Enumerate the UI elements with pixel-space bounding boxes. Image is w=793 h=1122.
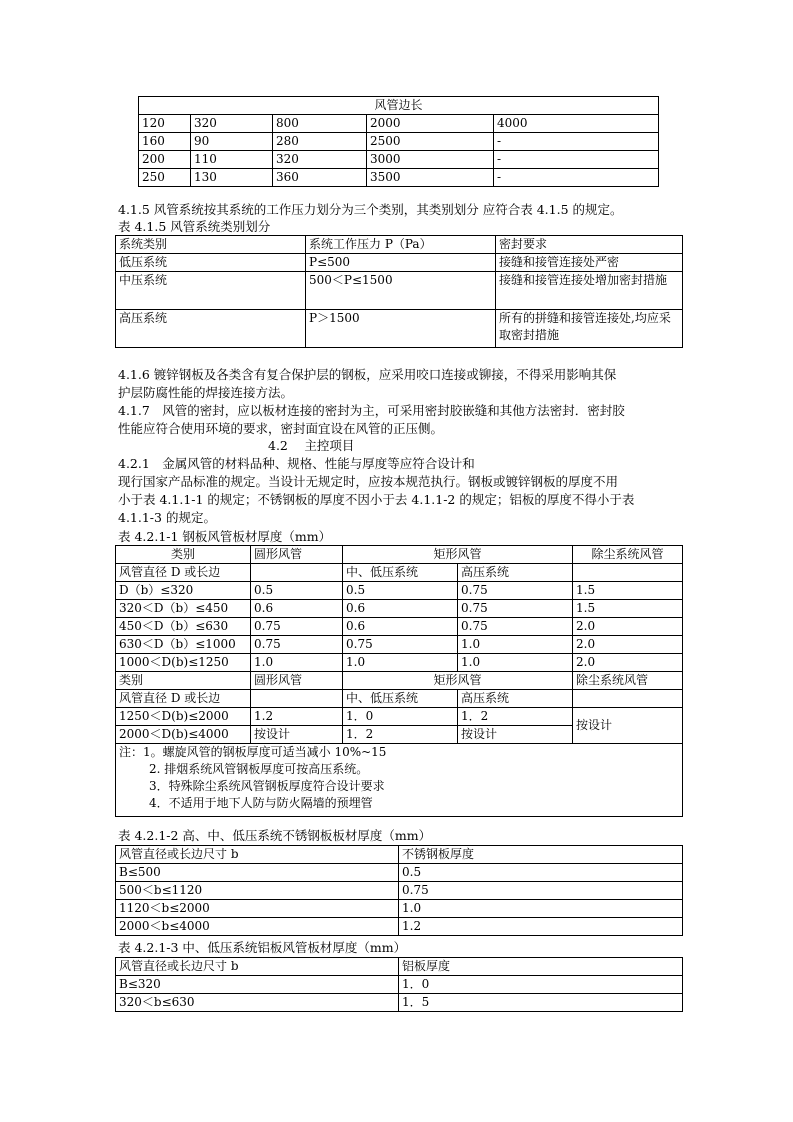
table-header-cell: 高压系统 — [458, 690, 573, 708]
table-cell: 1250＜D(b)≤2000 — [116, 708, 251, 726]
table-cell: 2500 — [367, 133, 494, 151]
table-row — [116, 654, 683, 672]
table-cell — [573, 564, 683, 582]
table-header-cell: 密封要求 — [496, 236, 683, 254]
table-cell: 1．5 — [399, 994, 683, 1012]
note-line: 2. 排烟系统风管钢板厚度可按高压系统。 — [149, 762, 369, 776]
table-header-cell: 风管边长 — [139, 97, 659, 115]
table-cell: 630＜D（b）≤1000 — [116, 636, 251, 654]
table-row — [116, 882, 683, 900]
table-cell: B≤500 — [116, 864, 399, 882]
table-note-row — [116, 744, 683, 817]
table-cell: 0.6 — [343, 600, 458, 618]
table-header-cell: 系统工作压力 P（Pa） — [306, 236, 496, 254]
steel-duct-thickness-table — [115, 545, 683, 817]
table-cell: 低压系统 — [116, 254, 306, 272]
table-header-cell: 铝板厚度 — [399, 958, 683, 976]
table-cell: 800 — [273, 115, 367, 133]
table-cell: 500＜P≤1500 — [306, 272, 496, 310]
table-header-cell: 矩形风管 — [343, 546, 573, 564]
note-line: 3．特殊除尘系统风管钢板厚度符合设计要求 — [149, 779, 385, 793]
table-cell: 所有的拼缝和接管连接处,均应采取密封措施 — [496, 310, 683, 348]
section-heading-4-2: 4.2 主控项目 — [268, 438, 355, 453]
table-cell: 280 — [273, 133, 367, 151]
table-cell: P＞1500 — [306, 310, 496, 348]
table-cell: 320＜b≤630 — [116, 994, 399, 1012]
table-header-cell: 中、低压系统 — [343, 690, 458, 708]
table-cell: 1．0 — [343, 708, 458, 726]
table-cell: 0.6 — [251, 600, 343, 618]
table-row — [116, 864, 683, 882]
table-header-cell: 类别 — [116, 546, 251, 564]
table-cell: 200 — [139, 151, 191, 169]
table-header-cell: 矩形风管 — [343, 672, 573, 690]
table-header-row — [116, 846, 683, 864]
table-header-cell: 除尘系统风管 — [573, 672, 683, 690]
table-cell: 0.5 — [399, 864, 683, 882]
table-row — [116, 272, 683, 310]
table-cell: 450＜D（b）≤630 — [116, 618, 251, 636]
table-cell: 1000＜D(b)≤1250 — [116, 654, 251, 672]
table-cell: 2000 — [367, 115, 494, 133]
table-header-row — [139, 97, 659, 115]
table-cell: 0.75 — [251, 636, 343, 654]
table-cell: D（b）≤320 — [116, 582, 251, 600]
table-cell: 500＜b≤1120 — [116, 882, 399, 900]
table-cell: 1.0 — [458, 654, 573, 672]
table-cell: 250 — [139, 169, 191, 187]
paragraph-4-2-1-cont3: 4.1.1-3 的规定。 — [118, 510, 216, 525]
table-cell: 0.75 — [458, 582, 573, 600]
table-header-cell: 圆形风管 — [251, 672, 343, 690]
table-cell: 3000 — [367, 151, 494, 169]
table-row — [116, 708, 683, 726]
table-cell: 0.5 — [251, 582, 343, 600]
table-4-2-1-1-caption: 表 4.2.1-1 钢板风管板材厚度（mm） — [118, 529, 332, 544]
table-cell: 高压系统 — [116, 310, 306, 348]
table-cell: 按设计 — [573, 708, 683, 744]
table-cell: 1.0 — [343, 654, 458, 672]
table-cell: 1.5 — [573, 582, 683, 600]
table-cell: 0.75 — [399, 882, 683, 900]
table-cell: 0.75 — [251, 618, 343, 636]
table-row — [116, 310, 683, 348]
table-cell: 接缝和接管连接处严密 — [496, 254, 683, 272]
table-header-cell: 类别 — [116, 672, 251, 690]
paragraph-4-1-7: 4.1.7 风管的密封，应以板材连接的密封为主，可采用密封胶嵌缝和其他方法密封．密封胶 — [118, 403, 625, 418]
table-header-row — [116, 958, 683, 976]
table-cell: 1.0 — [458, 636, 573, 654]
table-cell: 0.6 — [343, 618, 458, 636]
table-row — [116, 600, 683, 618]
table-4-1-5-caption: 表 4.1.5 风管系统类别划分 — [118, 219, 271, 234]
table-cell: 2.0 — [573, 618, 683, 636]
table-cell: 1.0 — [399, 900, 683, 918]
table-cell: 1.2 — [251, 708, 343, 726]
table-cell — [251, 690, 343, 708]
table-header-cell: 风管直径或长边尺寸 b — [116, 846, 399, 864]
table-cell: - — [494, 151, 659, 169]
note-line: 注：1。螺旋风管的钢板厚度可适当减小 10%~15 — [119, 745, 387, 759]
paragraph-4-2-1-cont1: 现行国家产品标准的规定。当设计无规定时，应按本规范执行。钢板或镀锌钢板的厚度不用 — [118, 474, 619, 489]
table-header-row — [116, 690, 683, 708]
table-cell: 1.0 — [251, 654, 343, 672]
table-cell: 160 — [139, 133, 191, 151]
table-row — [139, 169, 659, 187]
table-cell: 1．2 — [343, 726, 458, 744]
note-line: 4．不适用于地下人防与防火隔墙的预埋管 — [149, 796, 373, 810]
table-header-row — [116, 546, 683, 564]
table-row — [116, 994, 683, 1012]
paragraph-4-1-6-cont: 护层防腐性能的焊接连接方法。 — [118, 385, 294, 400]
table-row — [116, 582, 683, 600]
table-cell — [573, 690, 683, 708]
table-4-2-1-2-caption: 表 4.2.1-2 高、中、低压系统不锈钢板板材厚度（mm） — [118, 828, 432, 843]
table-cell: 1．2 — [458, 708, 573, 726]
duct-side-length-table — [138, 96, 659, 187]
table-header-cell: 风管直径或长边尺寸 b — [116, 958, 399, 976]
table-header-cell: 系统类别 — [116, 236, 306, 254]
table-4-2-1-3-caption: 表 4.2.1-3 中、低压系统铝板风管板材厚度（mm） — [118, 940, 407, 955]
table-cell: 3500 — [367, 169, 494, 187]
paragraph-4-2-1: 4.2.1 金属风管的材料品种、规格、性能与厚度等应符合设计和 — [118, 456, 475, 471]
table-cell: 2.0 — [573, 654, 683, 672]
table-cell — [251, 564, 343, 582]
paragraph-4-1-6: 4.1.6 镀锌钢板及各类含有复合保护层的钢板，应采用咬口连接或铆接，不得采用影响其保 — [118, 367, 617, 382]
table-cell: 360 — [273, 169, 367, 187]
table-cell: 接缝和接管连接处增加密封措施 — [496, 272, 683, 310]
table-cell: 110 — [191, 151, 273, 169]
table-cell: 2000＜D(b)≤4000 — [116, 726, 251, 744]
stainless-steel-thickness-table — [115, 845, 683, 936]
table-cell: 2000＜b≤4000 — [116, 918, 399, 936]
table-header-cell: 风管直径 D 或长边 — [116, 690, 251, 708]
table-row — [116, 918, 683, 936]
table-row — [116, 636, 683, 654]
duct-system-class-table — [115, 235, 683, 348]
table-header-row — [116, 672, 683, 690]
paragraph-4-2-1-cont2: 小于表 4.1.1-1 的规定；不锈钢板的厚度不因小于去 4.1.1-2 的规定；铝板的厚度不得小于表 — [118, 492, 635, 507]
table-cell: P≤500 — [306, 254, 496, 272]
table-row — [139, 133, 659, 151]
table-cell: 320 — [273, 151, 367, 169]
paragraph-4-1-7-cont: 性能应符合使用环境的要求，密封面宜设在风管的正压侧。 — [118, 421, 444, 436]
table-row — [139, 151, 659, 169]
table-header-cell: 风管直径 D 或长边 — [116, 564, 251, 582]
table-header-cell: 圆形风管 — [251, 546, 343, 564]
table-cell: 120 — [139, 115, 191, 133]
table-cell: 1．0 — [399, 976, 683, 994]
table-header-row — [116, 564, 683, 582]
table-note-cell — [116, 744, 683, 817]
table-header-cell: 不锈钢板厚度 — [399, 846, 683, 864]
table-cell: 0.75 — [458, 618, 573, 636]
table-cell: - — [494, 133, 659, 151]
table-cell: 320 — [191, 115, 273, 133]
table-cell: 按设计 — [458, 726, 573, 744]
table-header-row — [116, 236, 683, 254]
table-cell: 0.5 — [343, 582, 458, 600]
table-row — [139, 115, 659, 133]
paragraph-4-1-5: 4.1.5 风管系统按其系统的工作压力划分为三个类别，其类别划分 应符合表 4.1.5 的规定。 — [118, 202, 623, 217]
table-cell: 90 — [191, 133, 273, 151]
table-cell: 0.75 — [458, 600, 573, 618]
table-row — [116, 900, 683, 918]
table-cell: 1.2 — [399, 918, 683, 936]
table-cell: - — [494, 169, 659, 187]
table-row — [116, 254, 683, 272]
table-row — [116, 618, 683, 636]
table-cell: 130 — [191, 169, 273, 187]
table-cell: 4000 — [494, 115, 659, 133]
table-cell: 1120＜b≤2000 — [116, 900, 399, 918]
table-cell: B≤320 — [116, 976, 399, 994]
table-cell: 0.75 — [343, 636, 458, 654]
table-cell: 2.0 — [573, 636, 683, 654]
table-cell: 中压系统 — [116, 272, 306, 310]
table-row — [116, 976, 683, 994]
table-cell: 1.5 — [573, 600, 683, 618]
table-header-cell: 高压系统 — [458, 564, 573, 582]
aluminum-plate-thickness-table — [115, 957, 683, 1012]
table-cell: 320＜D（b）≤450 — [116, 600, 251, 618]
table-header-cell: 除尘系统风管 — [573, 546, 683, 564]
table-cell: 按设计 — [251, 726, 343, 744]
table-header-cell: 中、低压系统 — [343, 564, 458, 582]
